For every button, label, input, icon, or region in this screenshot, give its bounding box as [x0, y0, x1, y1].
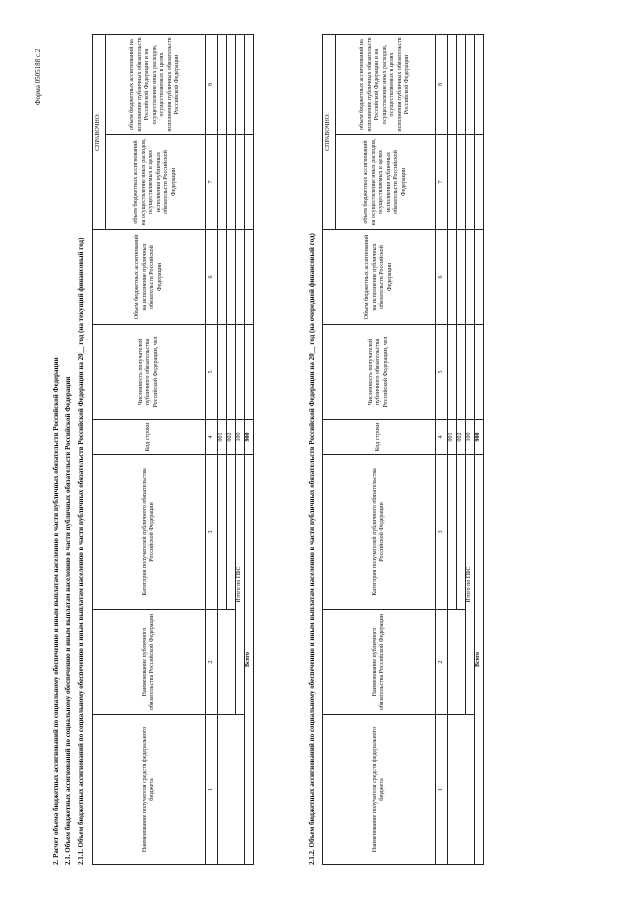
- col-number: 3: [436, 455, 448, 610]
- col-header-obligation: Наименование публичного обязательства Российской Федерации: [93, 610, 206, 715]
- allocations-cell[interactable]: [448, 230, 457, 325]
- total-row: [475, 35, 484, 865]
- col-header-category: Категория получателей публичного обязательства Российской Федерации: [93, 455, 206, 610]
- row-code: 100: [466, 420, 475, 455]
- form-code: Форма 0505188 с.2: [34, 48, 42, 105]
- section-2-1-1-heading: 2.1.1. Объем бюджетных ассигнований по социальному обеспечению и иным выплатам населению в части публичных обязательств Российской Федерации на 20__ год (на текущий финансовый год): [77, 237, 85, 865]
- category-cell[interactable]: [218, 455, 227, 610]
- vsego-label: Всего: [245, 455, 254, 865]
- col-header-other-expenses: объем бюджетных ассигнований на осуществление иных расходов, осуществляемых в целях исполнения публичных обязательств Российской Федерации: [336, 135, 436, 230]
- col-header-total-allocations: объем бюджетных ассигнований на исполнение публичных обязательств Российской Федерации и на осуществление иных расходов, осуществляемых в целях исполнения публичных обязательств Российской Федерации: [336, 35, 436, 135]
- col-number: 4: [206, 420, 218, 455]
- col-number: 4: [436, 420, 448, 455]
- col-number: 7: [206, 135, 218, 230]
- recipient-cell[interactable]: [448, 715, 475, 865]
- itogo-label: Итого по ПБС: [466, 455, 475, 715]
- col-number: 8: [206, 35, 218, 135]
- allocations-cell[interactable]: [457, 230, 466, 325]
- count-cell[interactable]: [475, 325, 484, 420]
- total-cell[interactable]: [227, 35, 236, 135]
- col-number: 5: [436, 325, 448, 420]
- total-cell[interactable]: [475, 35, 484, 135]
- col-number: 1: [206, 715, 218, 865]
- col-header-recipient: Наименование получателя средств федерального бюджета: [93, 715, 206, 865]
- current-year-table: [92, 34, 254, 865]
- total-cell[interactable]: [448, 35, 457, 135]
- total-row: [245, 35, 254, 865]
- col-number: 7: [436, 135, 448, 230]
- col-header-obligation: Наименование публичного обязательства Российской Федерации: [323, 610, 436, 715]
- row-code: 900: [475, 420, 484, 455]
- total-cell[interactable]: [236, 35, 245, 135]
- col-number: 8: [436, 35, 448, 135]
- spravochno-header: СПРАВОЧНО:: [323, 35, 336, 230]
- other-expenses-cell[interactable]: [457, 135, 466, 230]
- section-2-1-heading: 2.1. Объем бюджетных ассигнований по социальному обеспечению и иным выплатам населению в части публичных обязательств Российской Федерации: [64, 376, 72, 865]
- col-number: 2: [206, 610, 218, 715]
- col-header-count: Численность получателей публичного обязательства Российской Федерации, чел: [93, 325, 206, 420]
- col-header-other-expenses: объем бюджетных ассигнований на осуществление иных расходов, осуществляемых в целях исполнения публичных обязательств Российской Федерации: [106, 135, 206, 230]
- total-cell[interactable]: [457, 35, 466, 135]
- spravochno-header: СПРАВОЧНО:: [93, 35, 106, 230]
- col-number: 3: [206, 455, 218, 610]
- total-cell[interactable]: [466, 35, 475, 135]
- obligation-cell[interactable]: [218, 610, 236, 715]
- table-row: [448, 35, 457, 865]
- allocations-cell[interactable]: [218, 230, 227, 325]
- total-cell[interactable]: [245, 35, 254, 135]
- col-header-allocations: Объем бюджетных ассигнований на исполнение публичных обязательств Российской Федерации: [93, 230, 206, 325]
- col-number: 1: [436, 715, 448, 865]
- allocations-cell[interactable]: [236, 230, 245, 325]
- allocations-cell[interactable]: [227, 230, 236, 325]
- col-header-category: Категория получателей публичного обязательства Российской Федерации: [323, 455, 436, 610]
- col-header-allocations: Объем бюджетных ассигнований на исполнение публичных обязательств Российской Федерации: [323, 230, 436, 325]
- col-header-row-code: Код строки: [323, 420, 436, 455]
- count-cell[interactable]: [245, 325, 254, 420]
- section-2-1-2-heading: 2.1.2. Объем бюджетных ассигнований по социальному обеспечению и иным выплатам населению в части публичных обязательств Российской Федерации на 20__ год (на очередной финансовый год): [308, 233, 316, 865]
- col-number: 5: [206, 325, 218, 420]
- col-header-count: Численность получателей публичного обязательства Российской Федерации, чел: [323, 325, 436, 420]
- row-code: 001: [448, 420, 457, 455]
- other-expenses-cell[interactable]: [475, 135, 484, 230]
- other-expenses-cell[interactable]: [227, 135, 236, 230]
- row-code: 001: [218, 420, 227, 455]
- recipient-cell[interactable]: [218, 715, 245, 865]
- obligation-cell[interactable]: [448, 610, 466, 715]
- next-year-table: [322, 34, 484, 865]
- table-row: [218, 35, 227, 865]
- other-expenses-cell[interactable]: [466, 135, 475, 230]
- itogo-label: Итого по ПБС: [236, 455, 245, 715]
- count-cell[interactable]: [457, 325, 466, 420]
- other-expenses-cell[interactable]: [448, 135, 457, 230]
- count-cell[interactable]: [227, 325, 236, 420]
- row-code: 100: [236, 420, 245, 455]
- category-cell[interactable]: [227, 455, 236, 610]
- total-cell[interactable]: [218, 35, 227, 135]
- other-expenses-cell[interactable]: [236, 135, 245, 230]
- count-cell[interactable]: [218, 325, 227, 420]
- allocations-cell[interactable]: [466, 230, 475, 325]
- count-cell[interactable]: [448, 325, 457, 420]
- other-expenses-cell[interactable]: [218, 135, 227, 230]
- row-code: 002: [457, 420, 466, 455]
- row-code: 900: [245, 420, 254, 455]
- allocations-cell[interactable]: [475, 230, 484, 325]
- col-number: 2: [436, 610, 448, 715]
- col-header-total-allocations: объем бюджетных ассигнований на исполнение публичных обязательств Российской Федерации и на осуществление иных расходов, осуществляемых в целях исполнения публичных обязательств Российской Федерации: [106, 35, 206, 135]
- row-code: 002: [227, 420, 236, 455]
- col-number: 6: [436, 230, 448, 325]
- category-cell[interactable]: [457, 455, 466, 610]
- category-cell[interactable]: [448, 455, 457, 610]
- col-header-recipient: Наименование получателя средств федерального бюджета: [323, 715, 436, 865]
- section-2-heading: 2. Расчет объема бюджетных ассигнований по социальному обеспечению и иным выплатам населению в части публичных обязательств Российской Федерации: [52, 357, 60, 865]
- other-expenses-cell[interactable]: [245, 135, 254, 230]
- allocations-cell[interactable]: [245, 230, 254, 325]
- col-number: 6: [206, 230, 218, 325]
- col-header-row-code: Код строки: [93, 420, 206, 455]
- vsego-label: Всего: [475, 455, 484, 865]
- count-cell[interactable]: [466, 325, 475, 420]
- count-cell[interactable]: [236, 325, 245, 420]
